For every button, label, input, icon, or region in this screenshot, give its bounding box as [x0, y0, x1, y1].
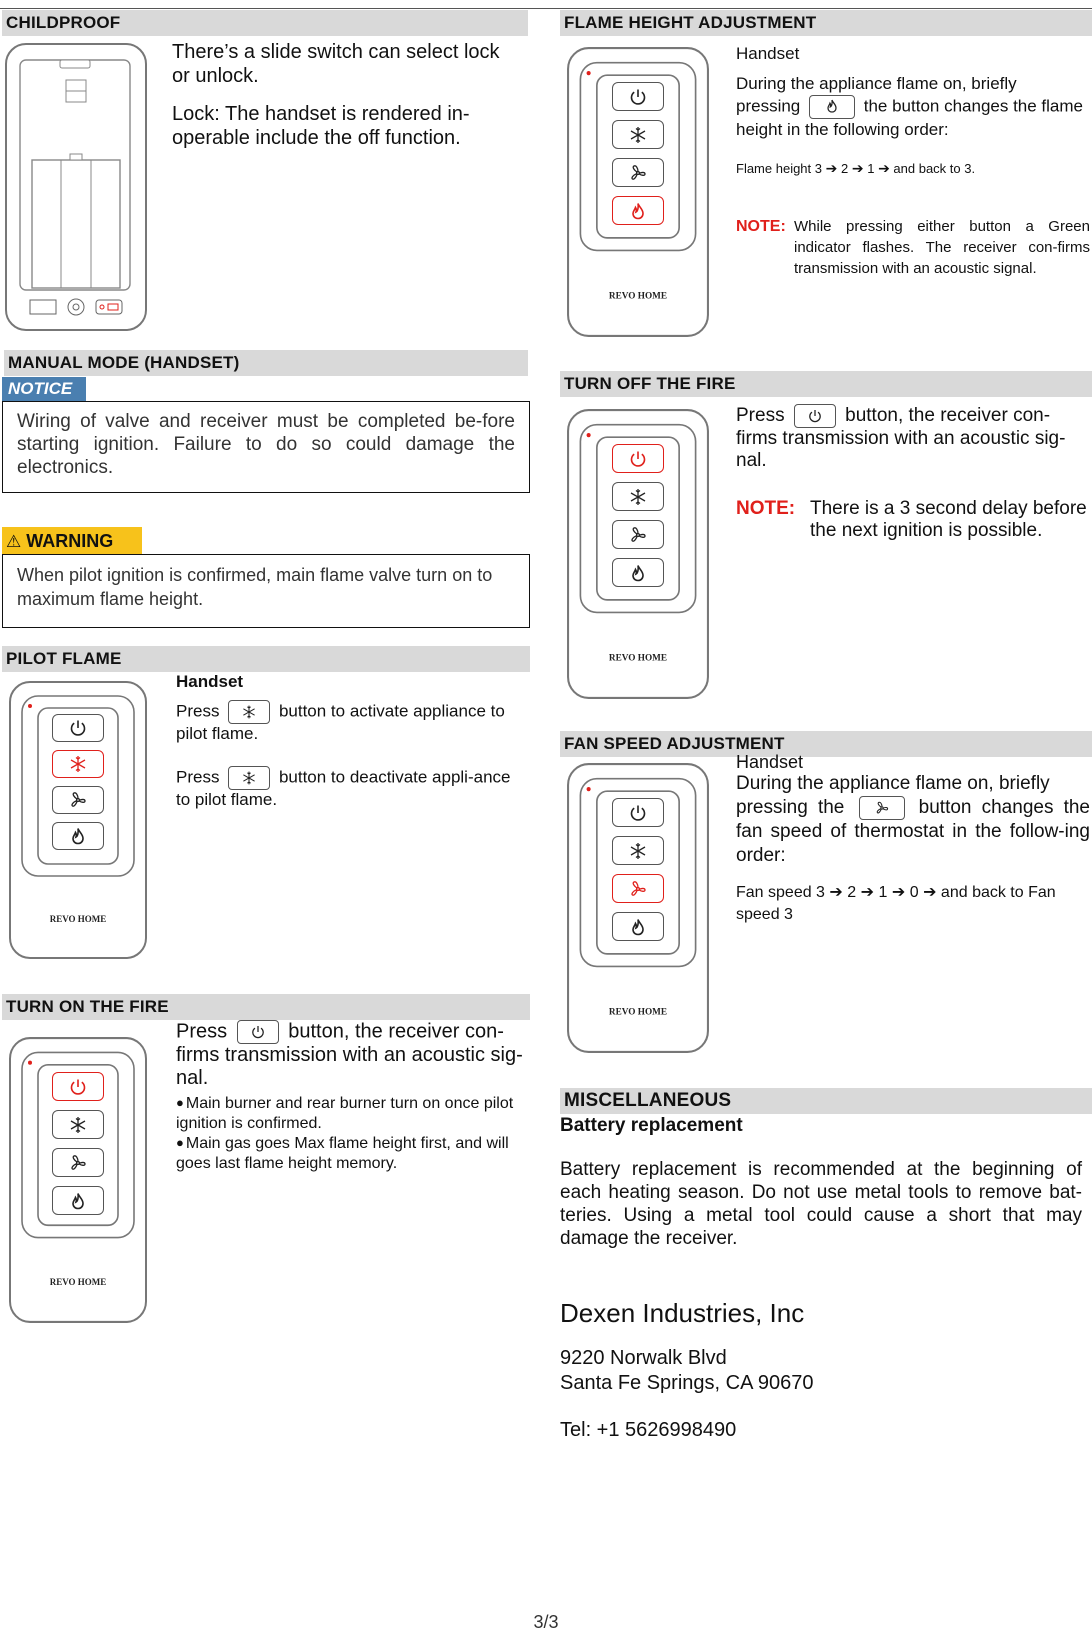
- snowflake-icon: [228, 700, 270, 724]
- pilot-flame-text: [176, 672, 526, 810]
- fan-speed-l2: button changes the fan speed of thermostat in the follow-ing order:: [736, 797, 1090, 867]
- fan-speed-text: [736, 752, 1090, 926]
- warning-text: When pilot ignition is confirmed, main flame valve turn on to maximum flame height.: [17, 565, 493, 609]
- press-word: Press: [176, 1020, 228, 1043]
- battery-text: Battery replacement is recommended at the beginning of each heating season. Do not use metal tools to remove bat-teries. Using a metal tool could cause a short that may damage the receiver.: [560, 1159, 1082, 1249]
- snowflake-icon: [52, 750, 104, 778]
- activate-text: button to activate appliance to pilot flame.: [176, 701, 505, 743]
- flame-height-l1: During the appliance flame on, briefly: [736, 74, 1017, 93]
- childproof-header: CHILDPROOF: [2, 10, 528, 36]
- remote-flame-height: [566, 46, 710, 338]
- pilot-handset-label: Handset: [176, 672, 244, 691]
- page-number: 3/3: [533, 1612, 559, 1632]
- manual-mode-header: MANUAL MODE (HANDSET): [4, 350, 528, 376]
- turn-off-desc-text: button, the receiver con-firms transmission with an acoustic sig-nal.: [736, 405, 1066, 471]
- misc-section: [560, 1114, 1082, 1443]
- flame-icon: [809, 95, 855, 119]
- remote-buttons: [612, 82, 664, 232]
- snowflake-icon: [612, 120, 664, 149]
- fan-icon: [612, 158, 664, 187]
- flame-height-order: [736, 159, 1090, 178]
- turn-on-header: TURN ON THE FIRE: [2, 994, 530, 1020]
- remote-buttons: [612, 798, 664, 948]
- power-icon: [794, 404, 836, 428]
- order-2: 2: [847, 884, 857, 902]
- fan-icon: [859, 796, 905, 820]
- power-icon: [52, 714, 104, 742]
- arrow-right-icon: ➔: [825, 160, 838, 176]
- pilot-deactivate: [176, 766, 526, 810]
- order-suffix: and back to Fan speed 3: [736, 884, 1056, 924]
- flame-icon: [52, 1186, 104, 1215]
- turn-on-bullet-1: ● Main burner and rear burner turn on once pilot ignition is confirmed.: [176, 1094, 524, 1134]
- remote-turn-on: [8, 1036, 148, 1324]
- power-icon: [237, 1020, 279, 1044]
- turn-off-header: TURN OFF THE FIRE: [560, 371, 1092, 397]
- arrow-right-icon: ➔: [851, 160, 864, 176]
- power-icon: [52, 1072, 104, 1101]
- order-1: 1: [867, 161, 875, 176]
- fan-speed-order: [736, 882, 1090, 926]
- remote-pilot-flame: [8, 680, 148, 960]
- power-icon: [612, 444, 664, 473]
- turn-on-text: [176, 1020, 524, 1174]
- company-address-1: 9220 Norwalk Blvd: [560, 1347, 727, 1369]
- press-word: Press: [736, 405, 785, 427]
- fan-icon: [52, 1148, 104, 1177]
- warning-box: [2, 554, 530, 628]
- order-prefix: Flame height 3: [736, 161, 822, 176]
- note-text: There is a 3 second delay before the next ignition is possible.: [810, 498, 1087, 541]
- power-icon: [612, 82, 664, 111]
- flame-height-l2: the button changes the flame height in the following order:: [736, 96, 1083, 139]
- order-1: 1: [878, 884, 888, 902]
- arrow-right-icon: ➔: [829, 884, 843, 902]
- fan-speed-header: FAN SPEED ADJUSTMENT: [560, 731, 1092, 757]
- flame-icon: [612, 196, 664, 225]
- pressing-word: pressing: [736, 96, 801, 116]
- fan-icon: [612, 520, 664, 549]
- top-rule: [0, 8, 1092, 9]
- note-label: NOTE:: [736, 218, 786, 235]
- notice-box: [2, 401, 530, 493]
- note-text: While pressing either button a Green indicator flashes. The receiver con-firms transmission with an acoustic signal.: [794, 218, 1090, 277]
- childproof-p2: Lock: The handset is rendered in-operable include the off function.: [172, 103, 470, 149]
- battery-title: Battery replacement: [560, 1115, 743, 1136]
- flame-icon: [612, 912, 664, 941]
- turn-on-desc-text: button, the receiver con-firms transmission with an acoustic sig-nal.: [176, 1020, 523, 1089]
- snowflake-icon: [612, 482, 664, 511]
- arrow-right-icon: ➔: [860, 884, 875, 902]
- order-prefix: Fan speed 3: [736, 884, 825, 902]
- deactivate-text: button to deactivate appli-ance to pilot flame.: [176, 767, 511, 809]
- pressing-word: pressing the: [736, 797, 845, 819]
- fan-icon: [612, 874, 664, 903]
- warning-tag: [2, 527, 142, 555]
- flame-height-text: [736, 44, 1090, 279]
- press-word: Press: [176, 767, 220, 787]
- turn-off-text: [736, 404, 1088, 542]
- fan-icon: [52, 786, 104, 814]
- remote-fan-speed: [566, 762, 710, 1054]
- remote-back-illustration: [4, 42, 148, 332]
- flame-icon: [612, 558, 664, 587]
- company-name: Dexen Industries, Inc: [560, 1298, 805, 1328]
- flame-icon: [52, 822, 104, 850]
- childproof-p1: There’s a slide switch can select lock or unlock.: [172, 41, 500, 87]
- company-address-2: Santa Fe Springs, CA 90670: [560, 1372, 814, 1394]
- fan-speed-l1: During the appliance flame on, briefly: [736, 773, 1050, 794]
- arrow-right-icon: ➔: [891, 884, 906, 902]
- snowflake-icon: [52, 1110, 104, 1139]
- fan-speed-desc: [736, 772, 1090, 868]
- arrow-right-icon: ➔: [878, 160, 890, 176]
- arrow-right-icon: ➔: [923, 884, 937, 902]
- fan-speed-handset: Handset: [736, 752, 804, 772]
- remote-buttons: [52, 1072, 104, 1222]
- remote-buttons: [52, 714, 104, 854]
- order-suffix: and back to 3.: [893, 161, 976, 176]
- snowflake-icon: [228, 766, 270, 790]
- pilot-activate: [176, 700, 526, 744]
- misc-header: MISCELLANEOUS: [560, 1088, 1092, 1114]
- warning-icon: ⚠: [6, 532, 22, 551]
- company-tel: Tel: +1 5626998490: [560, 1419, 737, 1441]
- flame-height-desc: [736, 73, 1090, 141]
- turn-off-desc: [736, 404, 1088, 472]
- notice-tag: NOTICE: [2, 377, 86, 401]
- turn-on-desc: [176, 1020, 524, 1090]
- pilot-flame-header: PILOT FLAME: [2, 646, 530, 672]
- flame-height-header: FLAME HEIGHT ADJUSTMENT: [560, 10, 1092, 36]
- snowflake-icon: [612, 836, 664, 865]
- childproof-text: [172, 40, 512, 164]
- notice-text: Wiring of valve and receiver must be completed be-fore starting ignition. Failure to do so could damage the electronics.: [17, 411, 515, 478]
- warning-label: WARNING: [26, 531, 114, 551]
- remote-buttons: [612, 444, 664, 594]
- turn-off-note: [736, 498, 1088, 542]
- order-2: 2: [840, 161, 849, 176]
- press-word: Press: [176, 701, 220, 721]
- power-icon: [612, 798, 664, 827]
- note-label: NOTE:: [736, 498, 796, 519]
- order-0: 0: [909, 884, 919, 902]
- flame-height-handset: Handset: [736, 44, 800, 63]
- flame-height-note: [736, 216, 1090, 279]
- remote-turn-off: [566, 408, 710, 700]
- turn-on-bullet-2: ● Main gas goes Max flame height first, and will goes last flame height memory.: [176, 1134, 524, 1174]
